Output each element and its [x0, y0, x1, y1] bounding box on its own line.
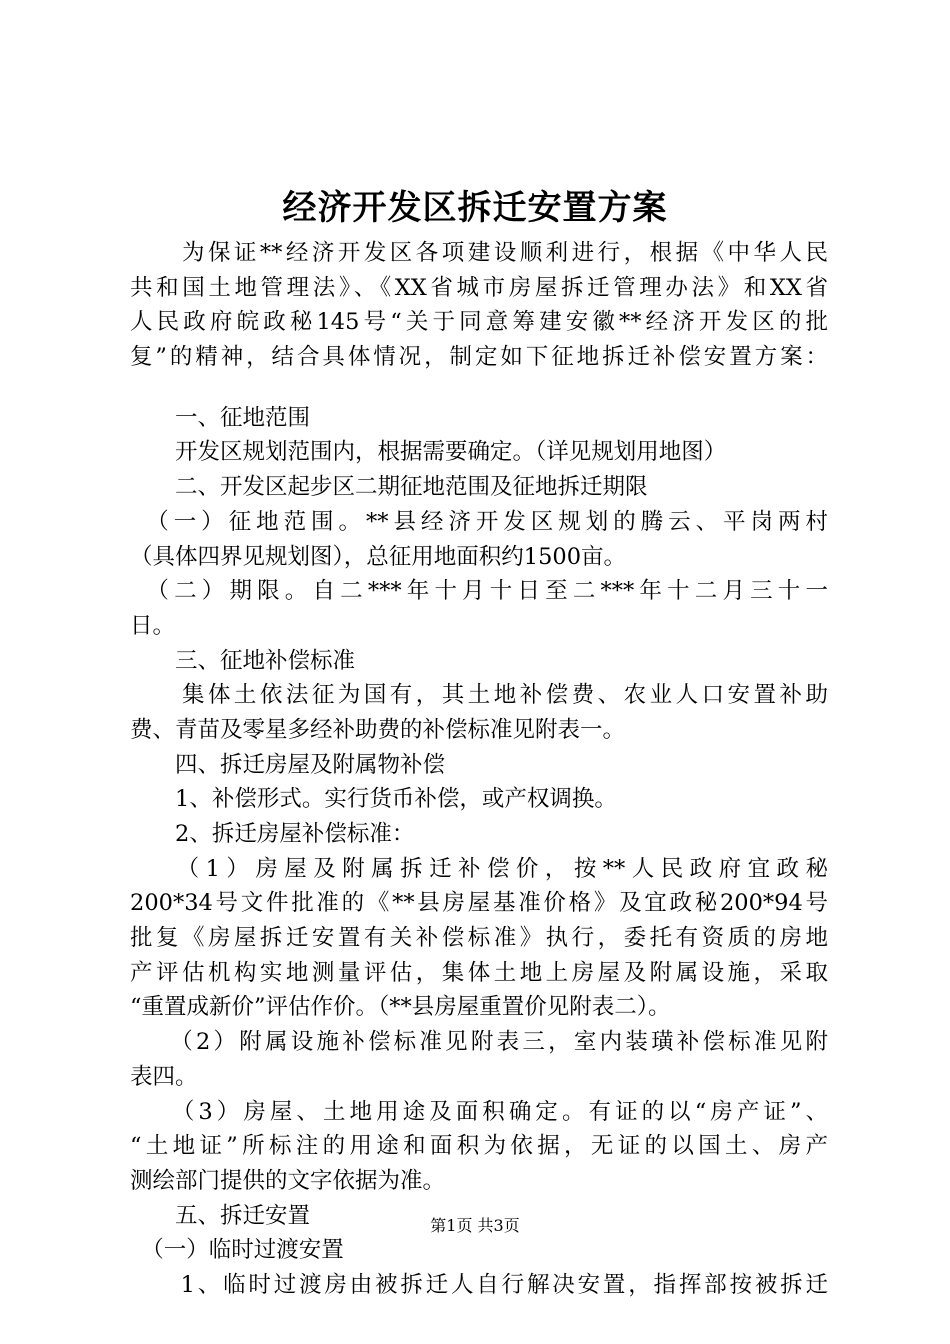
page-number-footer: 第1页 共3页 — [430, 1216, 520, 1235]
paragraph-line: 产评估机构实地测量评估，集体土地上房屋及附属设施，采取 — [130, 959, 828, 986]
paragraph-line: （一）征地范围。**县经济开发区规划的腾云、平岗两村 — [130, 508, 828, 535]
paragraph-line: 集体土依法征为国有，其土地补偿费、农业人口安置补助 — [130, 682, 828, 709]
paragraph-line: 人民政府皖政秘145号“关于同意筹建安徽**经济开发区的批 — [130, 309, 828, 336]
paragraph-line: （3）房屋、土地用途及面积确定。有证的以“房产证”、 — [130, 1098, 828, 1125]
paragraph-line: 复”的精神，结合具体情况，制定如下征地拆迁补偿安置方案： — [130, 344, 828, 371]
paragraph-line: 1、补偿形式。实行货币补偿，或产权调换。 — [130, 786, 617, 813]
paragraph-line: 1、临时过渡房由被拆迁人自行解决安置，指挥部按被拆迁 — [130, 1271, 828, 1298]
paragraph-gap — [130, 375, 828, 401]
paragraph-line: （2）附属设施补偿标准见附表三，室内装璜补偿标准见附 — [130, 1029, 828, 1056]
paragraph-line: 共和国土地管理法》、《XX省城市房屋拆迁管理办法》和XX省 — [130, 274, 828, 301]
paragraph-line: （二）期限。自二***年十月十日至二***年十二月三十一 — [130, 578, 828, 605]
paragraph-line: （具体四界见规划图），总征用地面积约1500亩。 — [130, 543, 627, 570]
paragraph-line: “重置成新价”评估作价。（**县房屋重置价见附表二）。 — [130, 994, 671, 1021]
paragraph-line: 2、拆迁房屋补偿标准： — [130, 821, 415, 847]
section-heading: 二、开发区起步区二期征地范围及征地拆迁期限 — [130, 474, 648, 501]
paragraph-line: 费、青苗及零星多经补助费的补偿标准见附表一。 — [130, 716, 626, 743]
section-heading: 一、征地范围 — [130, 404, 311, 431]
paragraph-line: 开发区规划范围内，根据需要确定。（详见规划用地图） — [130, 439, 727, 466]
paragraph-line: “土地证”所标注的用途和面积为依据，无证的以国土、房产 — [130, 1133, 828, 1160]
paragraph-line: 测绘部门提供的文字依据为准。 — [130, 1167, 446, 1194]
paragraph-line: 日。 — [130, 612, 176, 639]
section-heading: （一）临时过渡安置 — [130, 1237, 344, 1264]
paragraph-line: 表四。 — [130, 1063, 198, 1090]
paragraph-line: 为保证**经济开发区各项建设顺利进行，根据《中华人民 — [130, 240, 828, 266]
paragraph-line: （1）房屋及附属拆迁补偿价，按**人民政府宜政秘 — [130, 855, 828, 882]
document-title: 经济开发区拆迁安置方案 — [282, 188, 668, 228]
paragraph-line: 批复《房屋拆迁安置有关补偿标准》执行，委托有资质的房地 — [130, 925, 828, 952]
document-body — [130, 236, 828, 1303]
section-heading: 五、拆迁安置 — [130, 1202, 311, 1229]
paragraph-line: 200*34号文件批准的《**县房屋基准价格》及宜政秘200*94号 — [130, 890, 828, 917]
section-heading: 四、拆迁房屋及附属物补偿 — [130, 751, 446, 778]
section-heading: 三、征地补偿标准 — [130, 647, 356, 674]
